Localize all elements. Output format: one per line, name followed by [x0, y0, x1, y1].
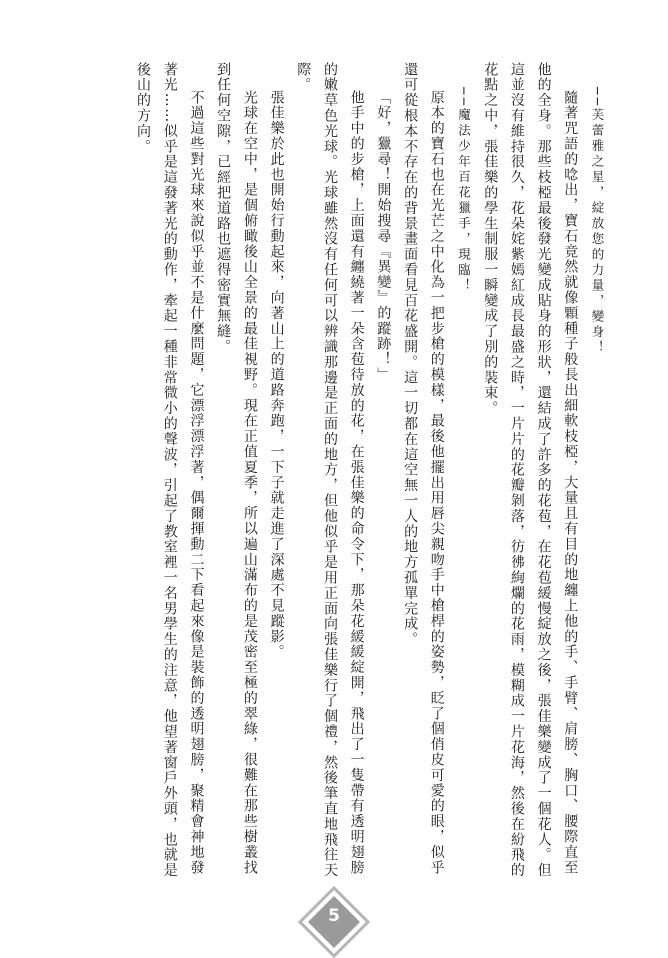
paragraph: 光球在空中，是個俯瞰後山全景的最佳視野。現在正值夏季，所以遍山滿布的是茂密至極的翠綠，很難在那些樹叢找到任何空隙，已經把道路也遮得密實無縫。 — [215, 62, 258, 876]
paragraph: 原本的寶石也在光芒之中化為一把步槍的模樣，最後他擺出用唇尖親吻手中槍桿的姿勢，眨了個俏皮可愛的眼，似乎還可從根本不存在的背景畫面看見百花盛開。這一切都在這空無一人的地方孤單完成。 — [402, 62, 445, 876]
paragraph: 隨著咒語的唸出，寶石竟然就像顆種子般長出細軟枝椏，大量且有目的地纏上他的手、手臂、肩膀、胸口、腰際直至他的全身。那些枝椏最後發光變成貼身的形狀，還結成了許多的花苞，在花苞緩慢綻放之後，張佳樂變成了一個花人。但這並沒有維持很久，花朵姹紫嫣紅成長最盛之時，一片片的花瓣剝落，彷彿絢爛的花雨，模糊成一片花海，然後在紛飛的花點之中，張佳樂的學生制服一瞬變成了別的裝束。 — [482, 62, 579, 879]
paragraph: 他手中的步槍，上面還有纏繞著一朵含苞待放的花，在張佳樂的命令下，那朵花緩緩綻開，飛出了一隻帶有透明翅膀的嫩草色光球。光球雖然沒有任何可以辨識那邊是正面的地方，但他似乎是用正面向張佳樂行了個禮，然後筆直地飛往天際。 — [295, 62, 365, 879]
dialogue-line: 「好，獵尋！開始搜尋『異變』的蹤跡！」 — [375, 90, 392, 383]
paragraph: 不過這些對光球來說似乎並不是什麼問題，它漂浮漂浮著，偶爾揮動二下看起來像是裝飾的透明翅膀，聚精會神地發著光……似乎是這發著光的動作，牽起一種非常微小的聲波，引起了教室裡一名男學生的注意，他望著窗戶外頭，也就是後山的方向。 — [135, 62, 205, 879]
page-number-badge — [298, 886, 370, 958]
transformation-chant: ──魔法少年百花獵手，現臨！ — [456, 87, 472, 295]
vertical-text-body — [50, 62, 610, 882]
paragraph: 張佳樂於此也開始行動起來，向著山上的道路奔跑，一下子就走進了深處不見蹤影。 — [268, 90, 285, 660]
transformation-chant: ──芙蕾雅之星，綻放您的力量，變身！ — [590, 87, 605, 357]
page-number: 5 — [328, 906, 340, 926]
